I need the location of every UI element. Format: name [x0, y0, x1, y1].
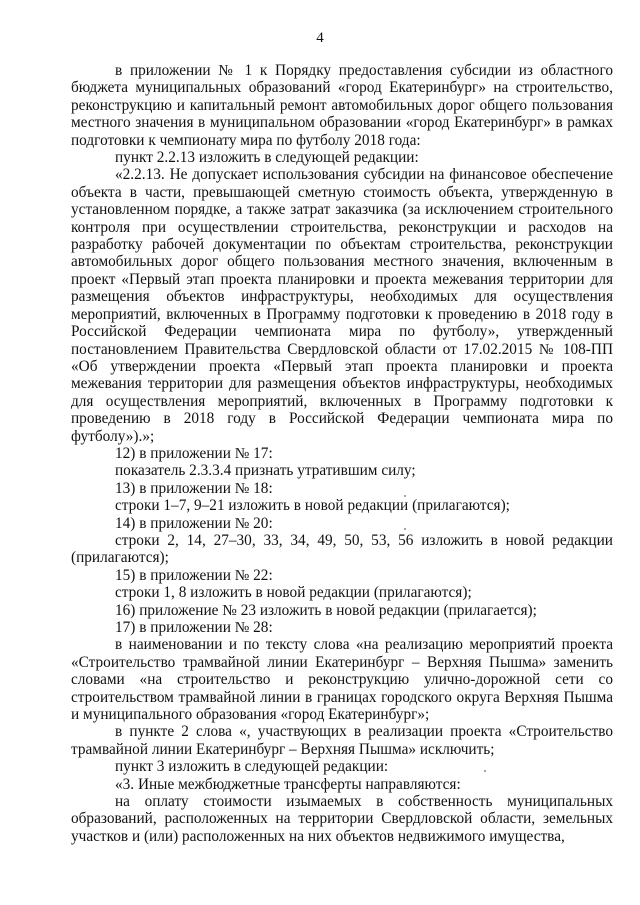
paragraph: 13) в приложении № 18:	[115, 479, 273, 497]
paragraph: 14) в приложении № 20:	[115, 514, 273, 532]
paragraph: на оплату стоимости изымаемых в собственность муниципальных образований, расположенных на территории Свердловской области, земельных участков и (или) расположенных на них объектов недвижимого имущества,	[71, 793, 613, 845]
paragraph: «2.2.13. Не допускает использования субсидии на финансовое обеспечение объекта в части, превышающей сметную стоимость объекта, утвержденную в установленном порядке, а также затрат заказчика (за исключением строительного контроля при осуществлении строительства, реконструкции и расходов на разработку рабочей документации по объектам строительства, реконструкции автомобильных дорог общего пользования местного значения, включенным в проект «Первый этап проекта планировки и проекта межевания территории для размещения объектов инфраструктуры, необходимых для осуществления мероприятий, включенных в Программу подготовки к проведению в 2018 году в Российской Федерации чемпионата мира по футболу», утвержденный постановлением Правительства Свердловской области от 17.02.2015 № 108-ПП «Об утверждении проекта «Первый этап проекта планировки и проекта межевания территории для размещения объектов инфраструктуры, необходимых для осуществления мероприятий, включенных в Программу подготовки к проведению в 2018 году в Российской Федерации чемпионата мира по футболу»).»;	[71, 166, 613, 445]
paragraph: строки 1–7, 9–21 изложить в новой редакции (прилагаются);	[115, 497, 510, 515]
paragraph: 16) приложение № 23 изложить в новой редакции (прилагается);	[115, 601, 537, 619]
paragraph: в пункте 2 слова «, участвующих в реализации проекта «Строительство трамвайной линии Екатеринбург – Верхняя Пышма» исключить;	[71, 723, 613, 758]
paragraph: «3. Иные межбюджетные трансферты направляются:	[115, 775, 461, 793]
paragraph: строки 1, 8 изложить в новой редакции (прилагаются);	[115, 584, 472, 602]
document-body	[71, 62, 613, 845]
scan-speck	[404, 528, 406, 530]
scan-speck	[484, 770, 486, 772]
paragraph: 15) в приложении № 22:	[115, 566, 273, 584]
paragraph: 17) в приложении № 28:	[115, 619, 273, 636]
paragraph: пункт 3 изложить в следующей редакции:	[115, 758, 389, 776]
paragraph: пункт 2.2.13 изложить в следующей редакции:	[115, 149, 419, 167]
scan-speck	[404, 495, 406, 497]
paragraph: строки 2, 14, 27–30, 33, 34, 49, 50, 53, 56 изложить в новой редакции (прилагаются);	[71, 531, 613, 567]
paragraph: в наименовании и по тексту слова «на реализацию мероприятий проекта «Строительство трамвайной линии Екатеринбург – Верхняя Пышма» заменить словами «на строительство и реконструкцию улично-дорожной сети со строительством трамвайной линии в границах городского округа Верхняя Пышма и муниципального образования «город Екатеринбург»;	[71, 636, 613, 724]
paragraph: показатель 2.3.3.4 признать утратившим силу;	[115, 462, 416, 480]
page-number: 4	[316, 30, 324, 46]
paragraph: 12) в приложении № 17:	[115, 444, 273, 462]
paragraph: в приложении № 1 к Порядку предоставления субсидии из областного бюджета муниципальных образований «город Екатеринбург» на строительство, реконструкцию и капитальный ремонт автомобильных дорог общего пользования местного значения в муниципальном образовании «город Екатеринбург» в рамках подготовки к чемпионату мира по футболу 2018 года:	[71, 62, 613, 149]
